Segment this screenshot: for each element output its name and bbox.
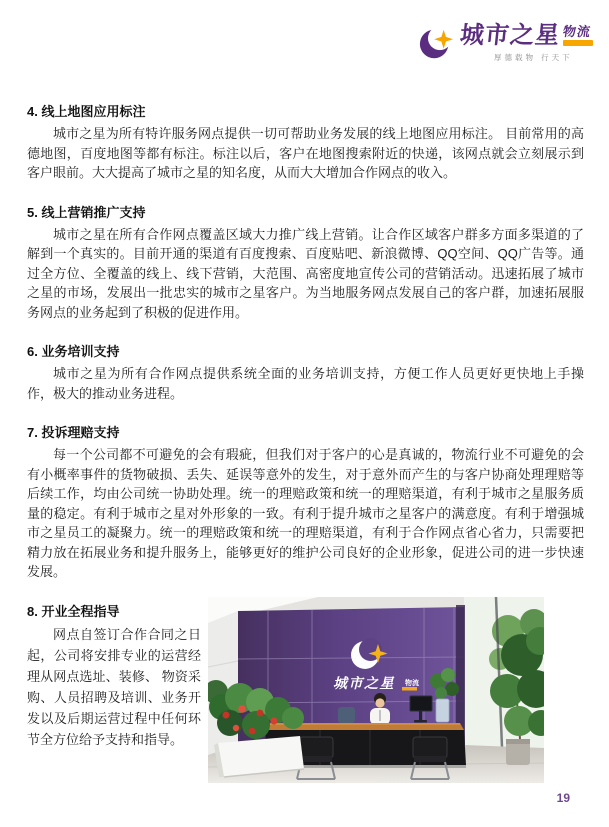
section-title: 8. 开业全程指导 (27, 603, 120, 619)
section-4 (27, 101, 584, 183)
section-6 (27, 341, 584, 403)
wall-suffix-text: 物流 (405, 679, 419, 687)
section-body: 每一个公司都不可避免的会有瑕疵，但我们对于客户的心是真诚的，物流行业不可避免的会有小概率事件的货物破损、丢失、延误等意外的发生，对于意外而产生的与客户协商处理理赔等后续工作，均由公司统一协助处理。统一的理赔政策和统一的理赔渠道，有利于城市之星服务质量的稳定。有利于城市之星对外形象的一致。有利于提升城市之星客户的满意度。有利于增强城市之星员工的凝聚力。统一的理赔政策和统一的理赔渠道，有利于合作网点省心省力，只需要把精力放在拓展业务和提升服务上，能够更好的维护公司良好的企业形象，促进公司的进一步快速发展。 (27, 447, 584, 579)
content (0, 63, 609, 788)
office-reception-photo (208, 597, 544, 788)
header (0, 0, 609, 63)
section-body: 网点自签订合作合同之日起，公司将安排专业的运营经理从网点选址、装修、 物资采购、人员招聘及培训、业务开发以及后期运营过程中任何环节全方位给予支持和指导。 (27, 626, 201, 747)
page-number: 19 (556, 791, 570, 805)
section-title: 7. 投诉理赔支持 (27, 425, 120, 440)
office-reception-illustration (208, 597, 544, 783)
logo-suffix-text: 物流 (561, 24, 593, 39)
logo-gold-banner (563, 40, 593, 46)
crescent-star-icon (418, 24, 456, 62)
section-body: 城市之星为所有特许服务网点提供一切可帮助业务发展的线上地图应用标注。 目前常用的高德地图，百度地图等都有标注。标注以后，客户在地图搜索附近的快递，该网点就会立刻展示到客户眼前。大大提高了城市之星的知名度，从而大大增加合作网点的收入。 (27, 126, 584, 180)
section-title: 5. 线上营销推广支持 (27, 204, 146, 220)
section-8 (27, 601, 584, 788)
section-title: 4. 线上地图应用标注 (27, 104, 146, 119)
company-logo (418, 24, 593, 63)
section-body: 城市之星为所有合作网点提供系统全面的业务培训支持，方便工作人员更好更快地上手操作，极大的推动业务进程。 (27, 366, 584, 401)
staff-chair (338, 707, 355, 723)
section-title: 6. 业务培训支持 (27, 344, 120, 359)
wall-brand-text: 城市之星 (333, 674, 395, 691)
section-7 (27, 422, 584, 582)
logo-tagline: 厚德载物 行天下 (494, 53, 573, 62)
logo-brand-text: 城市之星 (458, 22, 562, 49)
section-5 (27, 202, 584, 323)
section-body: 城市之星在所有合作网点覆盖区域大力推广线上营销。让合作区域客户群多方面多渠道的了解到一个真实的。目前开通的渠道有百度搜索、百度贴吧、新浪微博、QQ空间、QQ广告等。通过全方位、全覆盖的线上、线下营销，大范围、高密度地宣传公司的营销活动。迅速拓展了城市之星的市场，发展出一批忠实的城市之星客户。为当地服务网点发展自己的客户群，加速拓展服务网点的业务起到了积极的促进作用。 (27, 226, 584, 320)
